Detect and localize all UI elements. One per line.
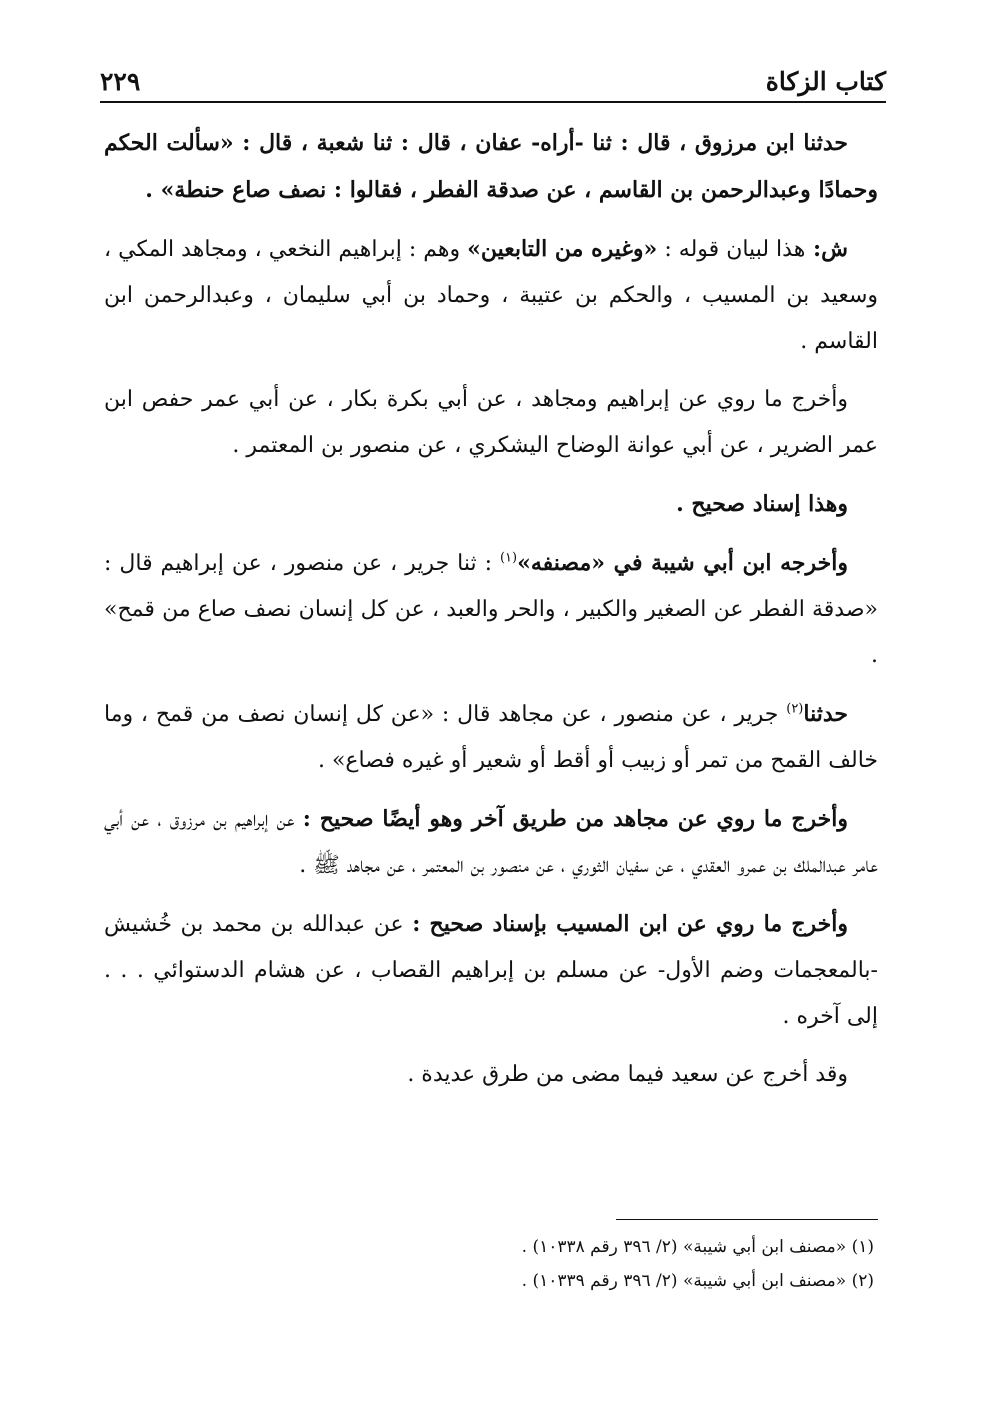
text-run: وأخرج ما روي عن ابن المسيب بإسناد صحيح : xyxy=(412,911,849,937)
text-run: عن عبدالله بن محمد بن خُشيش -بالمعجمات وضم الأول- عن مسلم بن إبراهيم القصاب ، عن هشام الدستوائي . . . إلى آخره . xyxy=(104,912,878,1029)
text-run: وهم : إبراهيم النخعي ، ومجاهد المكي ، وسعيد بن المسيب ، والحكم بن عتيبة ، وحماد بن أبي سليمان ، وعبدالرحمن ابن القاسم . xyxy=(104,237,878,354)
footnote-rule xyxy=(616,1219,878,1220)
footnote-1: (١) «مصنف ابن أبي شيبة» (٢/ ٣٩٦ رقم ١٠٣٣٨) . xyxy=(521,1237,874,1257)
paragraph xyxy=(104,120,878,214)
text-run: : ثنا جرير ، عن منصور ، عن إبراهيم قال : «صدقة الفطر عن الصغير والكبير ، والحر والعبد ، عن كل إنسان نصف صاع من قمح» . xyxy=(104,551,878,668)
paragraph xyxy=(104,226,878,365)
page-header xyxy=(100,52,886,96)
header-rule xyxy=(100,101,886,103)
text-run: وأخرج ما روي عن إبراهيم ومجاهد ، عن أبي بكرة بكار ، عن أبي عمر حفص ابن عمر الضرير ، عن أبي عوانة الوضاح اليشكري ، عن منصور بن المعتمر . xyxy=(104,387,878,458)
paragraph xyxy=(104,540,878,679)
page-number: ٢٢٩ xyxy=(100,67,141,96)
text-run: وقد أخرج عن سعيد فيما مضى من طرق عديدة . xyxy=(407,1062,848,1087)
footnote-ref: (١) xyxy=(499,550,518,566)
text-run: هذا لبيان قوله : xyxy=(657,237,806,262)
paragraph xyxy=(104,691,878,784)
paragraph xyxy=(104,481,878,528)
text-run: وهذا إسناد صحيح . xyxy=(676,491,848,517)
text-run: عن إبراهيم بن مرزوق ، عن أبي عامر عبدالملك بن عمرو العقدي ، عن سفيان الثوري ، عن منصور بن المعتمر ، عن مجاهد ﷺ . xyxy=(104,807,878,878)
text-run: ش: xyxy=(805,236,848,262)
paragraph xyxy=(104,1052,878,1098)
paragraph xyxy=(104,901,878,1040)
text-run: حدثنا ابن مرزوق ، قال : ثنا -أراه- عفان ، قال : ثنا شعبة ، قال : «سألت الحكم وحمادًا وعبدالرحمن بن القاسم ، عن صدقة الفطر ، فقالوا : نصف صاع حنطة» . xyxy=(104,130,878,203)
footnotes xyxy=(104,1230,878,1298)
text-run: وأخرج ما روي عن مجاهد من طريق آخر وهو أيضًا صحيح : xyxy=(302,806,848,832)
footnote-2: (٢) «مصنف ابن أبي شيبة» (٢/ ٣٩٦ رقم ١٠٣٣٩) . xyxy=(521,1271,874,1291)
paragraph xyxy=(104,377,878,469)
chapter-title: كتاب الزكاة xyxy=(765,67,886,96)
text-run: «وغيره من التابعين» xyxy=(467,236,658,262)
text-run: وأخرجه ابن أبي شيبة في «مصنفه» xyxy=(517,550,848,576)
paragraph xyxy=(104,796,878,889)
main-text xyxy=(104,120,878,1110)
text-run: حدثنا xyxy=(803,701,848,727)
footnote-ref: (٢) xyxy=(786,701,804,717)
text-run: جرير ، عن منصور ، عن مجاهد قال : «عن كل إنسان نصف من قمح ، وما خالف القمح من تمر أو زبيب أو أقط أو شعير أو غيره فصاع» . xyxy=(104,702,878,773)
